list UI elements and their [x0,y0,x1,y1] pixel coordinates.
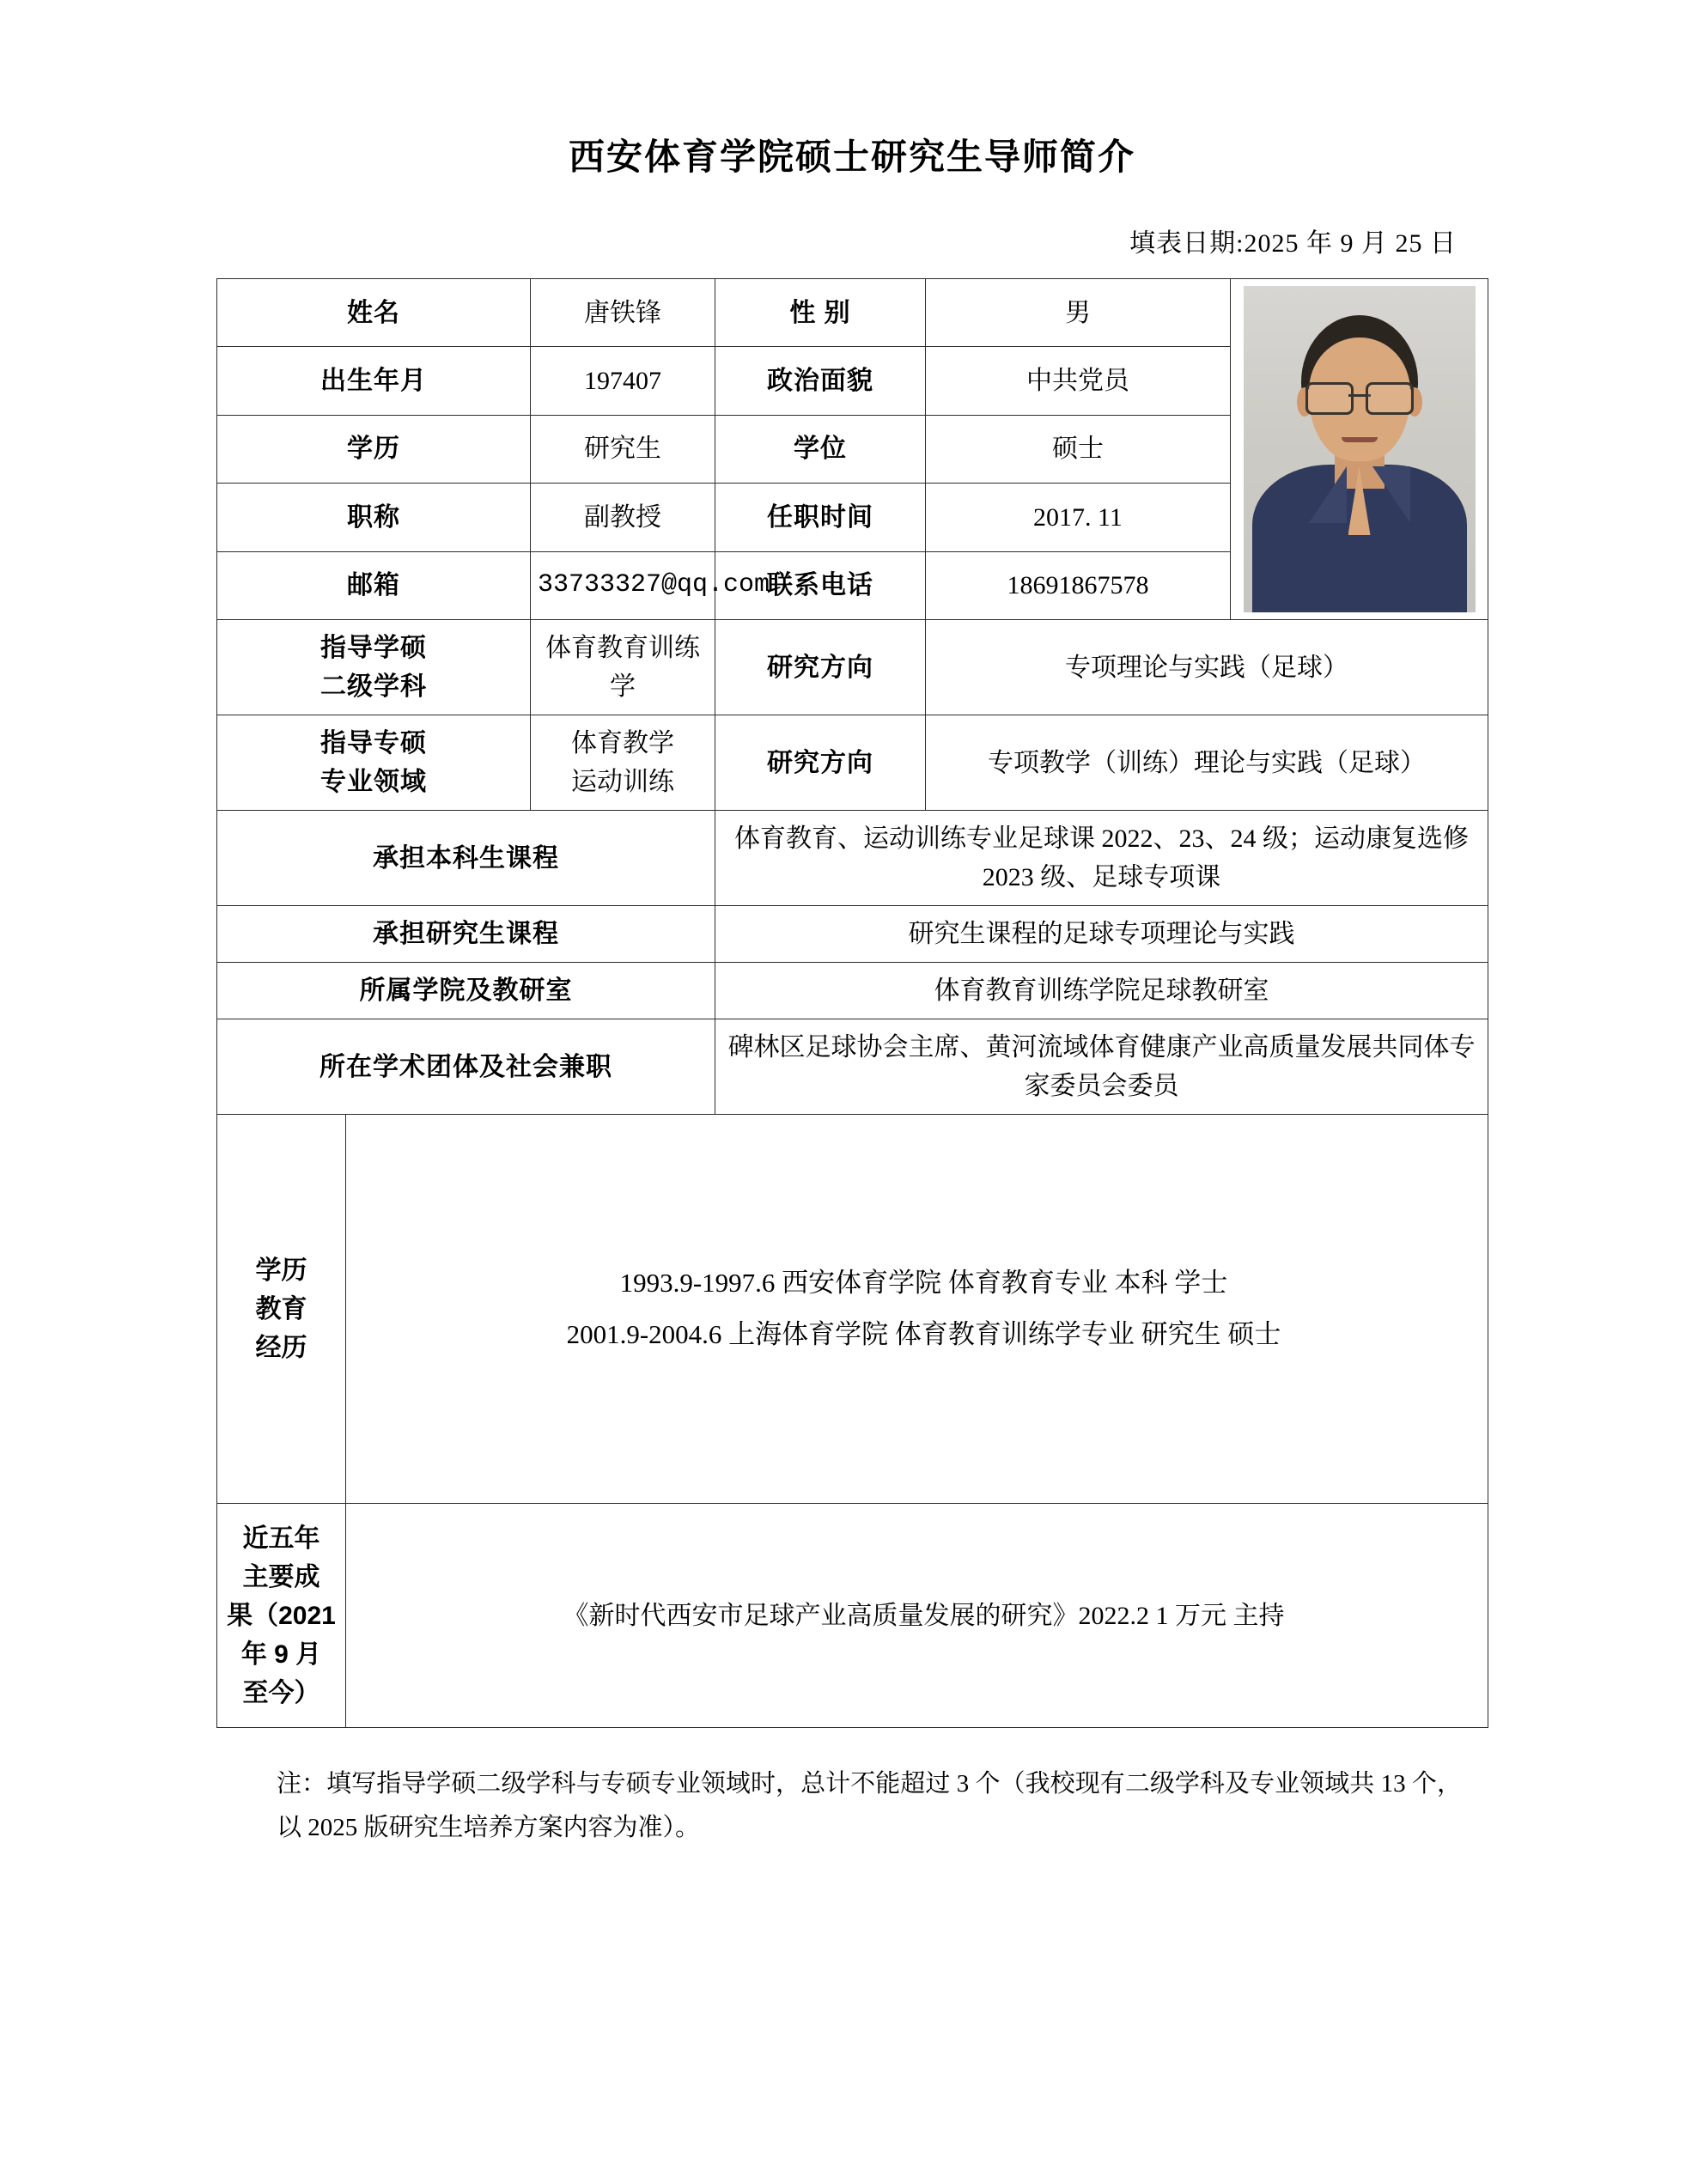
label-recent-achievements-line4: 年 9 月 [240,1640,322,1669]
value-undergraduate-courses: 体育教育、运动训练专业足球课 2022、23、24 级；运动康复选修 2023 级、足球专项课 [715,811,1488,906]
label-master-discipline-line2: 二级学科 [320,672,427,701]
value-research-direction-1: 专项理论与实践（足球） [926,620,1488,715]
label-education-history [217,1115,346,1504]
value-gender: 男 [926,279,1231,347]
value-recent-achievements: 《新时代西安市足球产业高质量发展的研究》2022.2 1 万元 主持 [346,1504,1488,1728]
label-research-direction-1: 研究方向 [715,620,926,715]
label-recent-achievements-line5: 至今） [242,1678,320,1707]
portrait-collar-right [1372,466,1410,523]
table-row [217,811,1488,906]
table-row [217,620,1488,715]
profile-table-wrapper [216,278,1488,1728]
label-education-history-line3: 经历 [255,1333,307,1362]
label-name: 姓名 [217,279,531,347]
label-graduate-courses: 承担研究生课程 [217,906,715,963]
label-recent-achievements-line3: 果（2021 [227,1601,336,1630]
education-history-line-1: 1993.9-1997.6 西安体育学院 体育教育专业 本科 学士 [619,1267,1228,1298]
document-page [0,129,1704,2184]
page-title: 西安体育学院硕士研究生导师简介 [568,137,1135,177]
label-master-discipline-line1: 指导学硕 [320,634,427,662]
value-department: 体育教育训练学院足球教研室 [715,963,1488,1019]
value-academic-organizations: 碑林区足球协会主席、黄河流域体育健康产业高质量发展共同体专家委员会委员 [715,1019,1488,1115]
value-political-status: 中共党员 [926,347,1231,415]
table-row [217,1019,1488,1115]
table-row [217,715,1488,811]
education-history-line-2: 2001.9-2004.6 上海体育学院 体育教育训练学专业 研究生 硕士 [566,1319,1281,1349]
value-education: 研究生 [531,415,715,483]
label-recent-achievements-line1: 近五年 [242,1524,320,1553]
value-graduate-courses: 研究生课程的足球专项理论与实践 [715,906,1488,963]
label-master-discipline [217,620,531,715]
portrait-mouth [1342,437,1378,442]
label-education-history-line1: 学历 [255,1256,307,1285]
table-row [217,906,1488,963]
label-political-status: 政治面貌 [715,347,926,415]
label-academic-organizations: 所在学术团体及社会兼职 [217,1019,715,1115]
table-row [217,279,1488,347]
value-job-title: 副教授 [531,484,715,551]
label-education-history-line2: 教育 [255,1294,307,1323]
value-professional-master-field-line2: 运动训练 [571,768,674,796]
label-department: 所属学院及教研室 [217,963,715,1019]
value-professional-master-field-line1: 体育教学 [571,729,674,757]
label-recent-achievements [217,1504,346,1728]
label-appointment-time: 任职时间 [715,484,926,551]
label-research-direction-2: 研究方向 [715,715,926,811]
value-research-direction-2: 专项教学（训练）理论与实践（足球） [926,715,1488,811]
value-professional-master-field [531,715,715,811]
footer-note: 注：填写指导学硕二级学科与专硕专业领域时，总计不能超过 3 个（我校现有二级学科及专业领域共 13 个，以 2025 版研究生培养方案内容为准）。 [277,1770,1462,1841]
portrait-photo [1244,286,1476,612]
value-birth-date: 197407 [531,347,715,415]
label-email: 邮箱 [217,551,531,619]
fill-date: 填表日期:2025 年 9 月 25 日 [1129,229,1457,258]
table-row [217,1504,1488,1728]
label-education: 学历 [217,415,531,483]
label-job-title: 职称 [217,484,531,551]
portrait-photo-cell [1231,279,1488,620]
table-row [217,1115,1488,1504]
label-undergraduate-courses: 承担本科生课程 [217,811,715,906]
portrait-collar-left [1309,466,1347,523]
label-professional-master-field-line1: 指导专硕 [320,729,427,757]
label-birth-date: 出生年月 [217,347,531,415]
value-master-discipline: 体育教育训练学 [531,620,715,715]
glasses-icon [1305,382,1414,411]
label-degree: 学位 [715,415,926,483]
value-email: 33733327@qq.com [531,551,715,619]
value-phone: 18691867578 [926,551,1231,619]
value-name: 唐铁锋 [531,279,715,347]
label-phone: 联系电话 [715,551,926,619]
label-gender: 性 别 [715,279,926,347]
label-recent-achievements-line2: 主要成 [242,1562,320,1591]
profile-table [216,278,1488,1728]
value-degree: 硕士 [926,415,1231,483]
table-row [217,963,1488,1019]
label-professional-master-field [217,715,531,811]
value-appointment-time: 2017. 11 [926,484,1231,551]
label-professional-master-field-line2: 专业领域 [320,768,427,796]
value-education-history [346,1115,1488,1504]
